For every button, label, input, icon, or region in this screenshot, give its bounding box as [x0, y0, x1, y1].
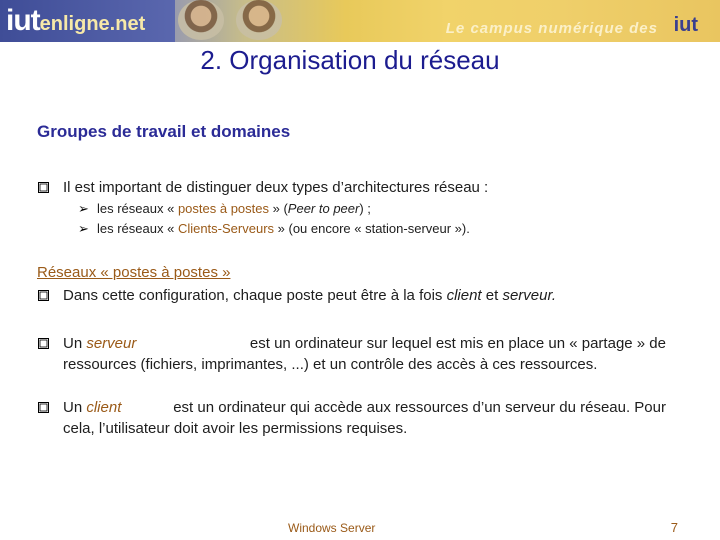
- bullet-configuration: Dans cette configuration, chaque poste peut être à la fois client et serveur.: [63, 287, 557, 304]
- bullet-architecture: Il est important de distinguer deux types d’architectures réseau :: [63, 179, 489, 196]
- header-banner: [0, 0, 720, 42]
- site-logo[interactable]: [6, 3, 145, 42]
- checkbox-bullet-icon: [38, 290, 49, 301]
- sub-bullet-peer: les réseaux « postes à postes » (Peer to peer) ;: [97, 201, 371, 216]
- logo-main: iut: [6, 4, 40, 37]
- footer-course-title: Windows Server: [288, 521, 376, 535]
- checkbox-bullet-icon: [38, 402, 49, 413]
- banner-tagline: Le campus numérique des: [445, 20, 658, 37]
- arrow-bullet-icon: ➢: [78, 201, 89, 216]
- slide-title: 2. Organisation du réseau: [200, 45, 500, 75]
- iut-logo-right: iut: [673, 14, 698, 36]
- student-photo-1: [178, 0, 224, 40]
- logo-sub: enligne.net: [39, 13, 146, 35]
- page-number: 7: [670, 520, 678, 535]
- sub-bullet-client-server: les réseaux « Clients-Serveurs » (ou encore « station-serveur »).: [97, 221, 470, 236]
- checkbox-bullet-icon: [38, 182, 49, 193]
- section-heading-peer[interactable]: Réseaux « postes à postes »: [37, 264, 231, 281]
- bullet-serveur: Un serveur est un ordinateur sur lequel est mis en place un « partage » de ressources (fichiers, imprimantes, ...) et un contrôle des accès à ces ressources.: [63, 335, 666, 373]
- student-photo-2: [236, 0, 282, 40]
- slide-subtitle: Groupes de travail et domaines: [37, 122, 291, 141]
- arrow-bullet-icon: ➢: [78, 221, 89, 236]
- checkbox-bullet-icon: [38, 338, 49, 349]
- bullet-client: Un client est un ordinateur qui accède aux ressources d’un serveur du réseau. Pour cela, l’utilisateur doit avoir les permissions requises.: [63, 399, 666, 437]
